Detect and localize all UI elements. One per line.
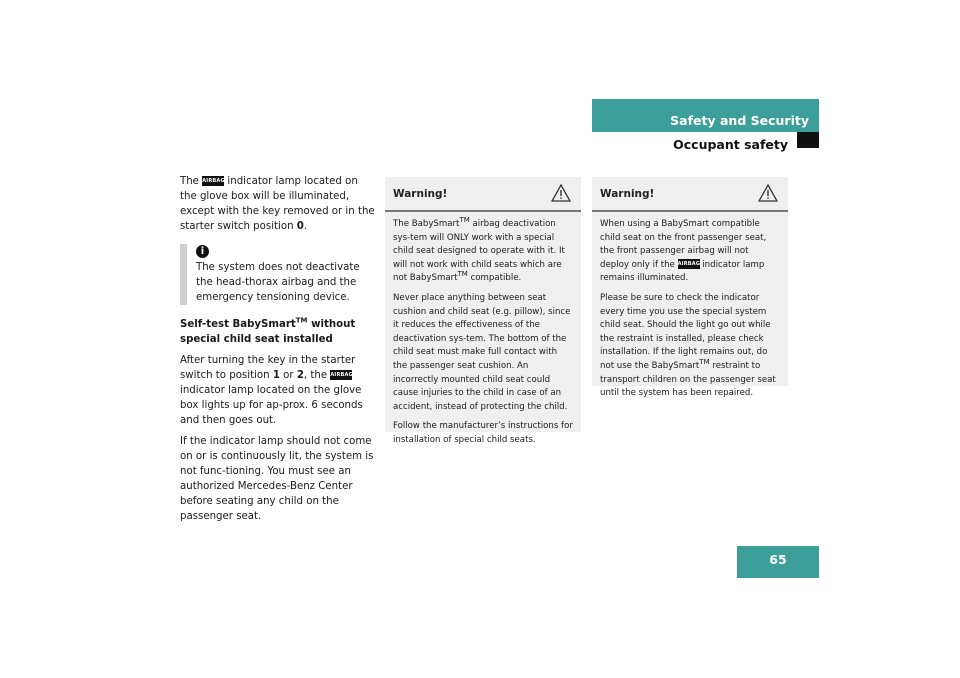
info-note xyxy=(180,244,376,305)
left-column xyxy=(180,174,376,530)
warning-paragraph: Please be sure to check the indicator every time you use the special system child seat. Should the light go out while the restraint is installed, please check installation. If the light remains out, do not use the BabySmart™ restraint to transport children on the passenger seat until the system has been repaired. xyxy=(600,292,776,399)
warning-paragraph: The BabySmart™ airbag deactivation sys-tem will ONLY work with a special child seat designed to operate with it. It will not work with child seats which are not BabySmart™ compatible. xyxy=(393,216,565,284)
page-number: 65 xyxy=(769,552,787,567)
warning-box-1 xyxy=(385,177,581,445)
airbag-off-indicator-icon: AIRBAG xyxy=(202,178,225,184)
warning-paragraph: When using a BabySmart compatible child seat on the front passenger seat, the front passenger airbag will not deploy only if the AIRBAG indicator lamp remains illuminated. xyxy=(600,219,767,284)
airbag-off-indicator-icon: AIRBAG xyxy=(330,372,353,378)
warning-triangle-icon xyxy=(551,184,571,202)
airbag-off-indicator-icon: AIRBAG xyxy=(677,261,701,268)
intro-paragraph: The AIRBAG indicator lamp located on the glove box will be illuminated, except with the key removed or in the starter switch position 0. xyxy=(180,176,375,232)
warning-box-2 xyxy=(592,177,788,399)
section-subtitle: Occupant safety xyxy=(673,137,788,152)
warning-title: Warning! xyxy=(393,188,448,200)
page-number-box xyxy=(737,546,819,578)
warning-paragraph: Never place anything between seat cushion and child seat (e.g. pillow), since it reduces the effectiveness of the deactivation sys-tem. The bottom of the child seat must make full contact with the passenger seat cushion. An incorrectly mounted child seat could cause injuries to the child in case of an accident, instead of protecting the child. xyxy=(393,292,571,412)
info-icon: i xyxy=(196,245,209,258)
note-text: The system does not deactivate the head-thorax airbag and the emergency tensioning device. xyxy=(196,262,360,303)
warning-header xyxy=(592,177,788,212)
header-marker xyxy=(797,132,819,148)
self-test-paragraph: After turning the key in the starter switch to position 1 or 2, the AIRBAG indicator lamp located on the glove box lights up for ap-prox. 6 seconds and then goes out. xyxy=(180,355,363,426)
section-heading: Self-test BabySmart™ without special child seat installed xyxy=(180,316,356,345)
warning-body xyxy=(600,218,780,401)
note-bar xyxy=(180,244,187,305)
warning-header xyxy=(385,177,581,212)
section-title: Safety and Security xyxy=(670,113,809,128)
header-bar xyxy=(592,99,819,132)
warning-paragraph: Follow the manufacturer’s instructions for installation of special child seats. xyxy=(393,421,573,445)
warning-triangle-icon xyxy=(758,184,778,202)
warning-body xyxy=(393,218,573,448)
warning-title: Warning! xyxy=(600,188,655,200)
malfunction-paragraph: If the indicator lamp should not come on or is continuously lit, the system is not func-tioning. You must see an authorized Mercedes-Benz Center before seating any child on the passenger seat. xyxy=(180,436,374,522)
